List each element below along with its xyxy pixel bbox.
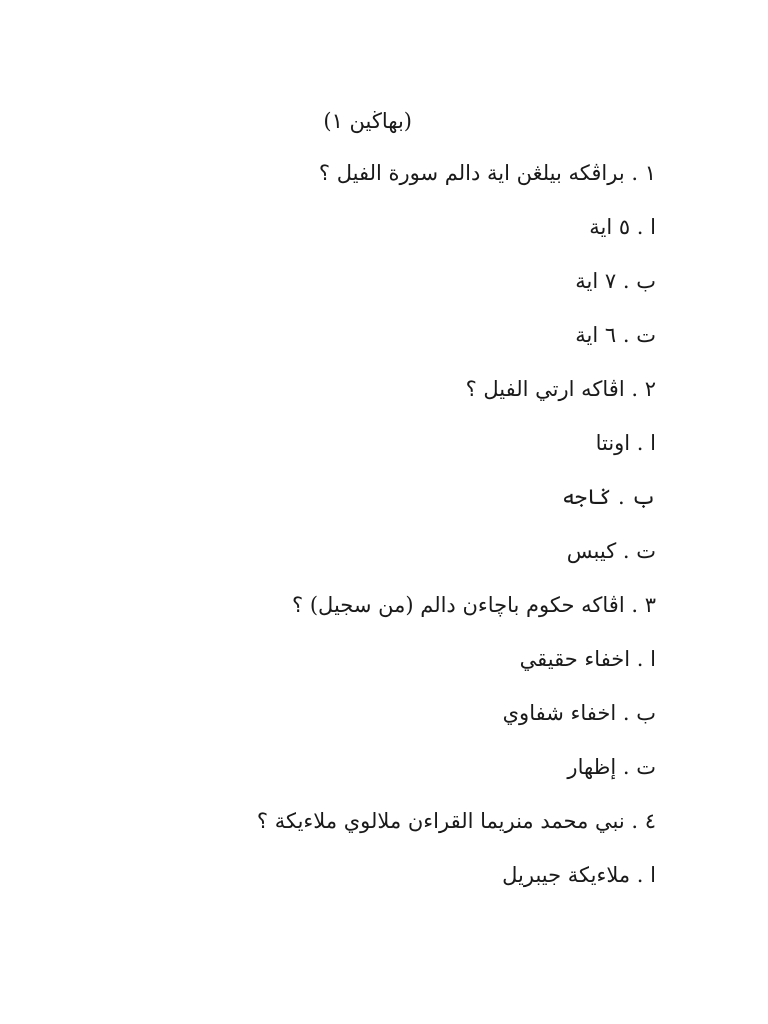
question-3-option-c: ت . إظهار bbox=[567, 755, 656, 779]
question-1-option-a: ا . ٥ اية bbox=[589, 215, 656, 239]
question-1: ١ . براڤكه بيلڠن اية دالم سورة الفيل ؟ bbox=[318, 161, 656, 185]
question-2-option-a: ا . اونتا bbox=[595, 431, 656, 455]
question-1-option-b: ب . ٧ اية bbox=[575, 269, 656, 293]
question-1-option-c: ت . ٦ اية bbox=[575, 323, 656, 347]
question-2-option-b: ب . ݢاجه bbox=[562, 485, 656, 509]
question-4-option-a: ا . ملاءيكة جيبريل bbox=[502, 863, 656, 887]
question-3: ٣ . اڤاكه حکوم باچاءن دالم (من سجيل) ؟ bbox=[292, 593, 656, 617]
section-title: (بهاڬين ١) bbox=[323, 109, 412, 133]
question-4: ٤ . نبي محمد منريما القراءن ملالوي ملاءيكة ؟ bbox=[256, 809, 656, 833]
question-3-option-a: ا . اخفاء حقيقي bbox=[519, 647, 656, 671]
question-2: ٢ . اڤاكه ارتي الفيل ؟ bbox=[465, 377, 656, 401]
question-2-option-c: ت . كيبس bbox=[566, 539, 656, 563]
question-3-option-b: ب . اخفاء شفاوي bbox=[502, 701, 656, 725]
